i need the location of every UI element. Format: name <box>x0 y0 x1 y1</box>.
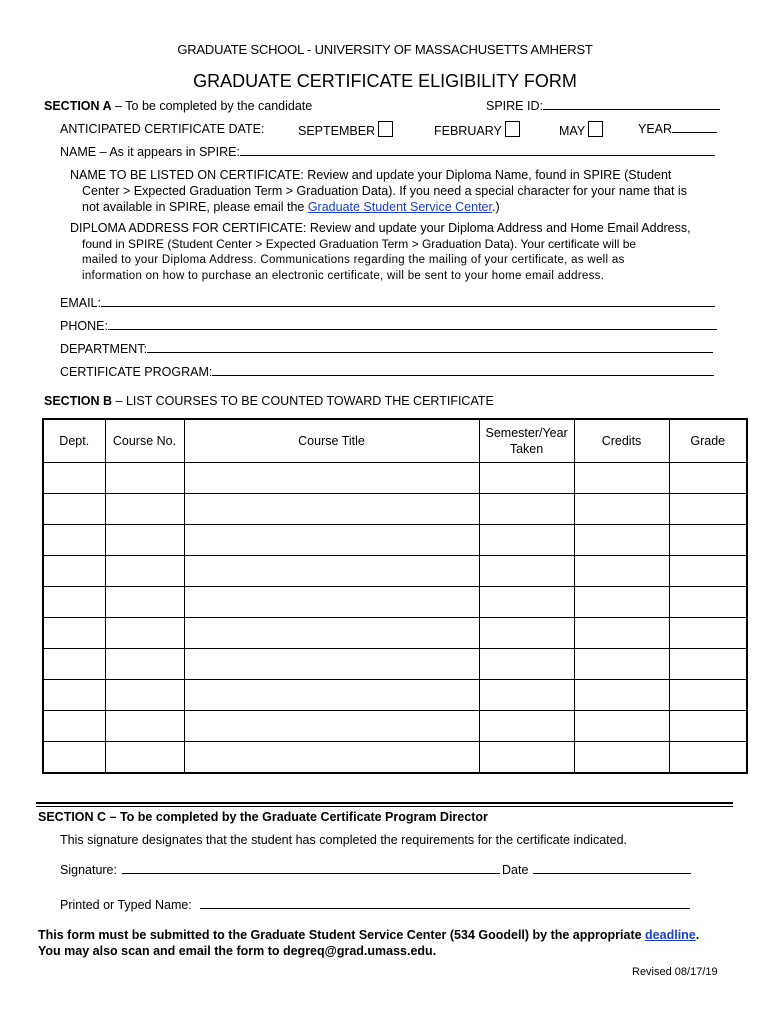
course-cell[interactable] <box>669 649 747 680</box>
col-header-grade: Grade <box>669 419 747 463</box>
course-cell[interactable] <box>479 525 574 556</box>
course-row <box>43 680 747 711</box>
course-cell[interactable] <box>184 711 479 742</box>
printed-name-label: Printed or Typed Name: <box>60 898 192 912</box>
course-cell[interactable] <box>184 618 479 649</box>
email-field[interactable] <box>60 296 715 310</box>
courses-table <box>42 418 748 774</box>
section-b-label: SECTION B <box>44 394 113 408</box>
course-cell[interactable] <box>669 525 747 556</box>
course-cell[interactable] <box>574 587 669 618</box>
course-cell[interactable] <box>669 463 747 494</box>
name-field[interactable] <box>60 145 715 159</box>
addr-para-line: mailed to your Diploma Address. Communications regarding the mailing of your certificate, as well as <box>82 254 625 266</box>
may-option[interactable] <box>559 121 603 138</box>
september-option[interactable] <box>298 121 393 138</box>
revision-date: Revised 08/17/19 <box>632 966 718 978</box>
course-row <box>43 525 747 556</box>
email-line[interactable] <box>101 306 715 307</box>
course-cell[interactable] <box>574 618 669 649</box>
section-b-subtitle: – LIST COURSES TO BE COUNTED TOWARD THE CERTIFICATE <box>112 394 494 408</box>
course-cell[interactable] <box>669 680 747 711</box>
addr-para-line: found in SPIRE (Student Center > Expected Graduation Term > Graduation Data). Your certificate will be <box>82 237 637 251</box>
program-field[interactable] <box>60 365 714 379</box>
section-a-subtitle: – To be completed by the candidate <box>111 99 313 113</box>
section-b-heading <box>44 394 494 408</box>
may-label: MAY <box>559 124 586 138</box>
department-field[interactable] <box>60 342 713 356</box>
courses-header-row <box>43 419 747 463</box>
submission-instructions <box>38 928 699 942</box>
name-para-line: Center > Expected Graduation Term > Graduation Data). If you need a special character for your name that is <box>82 184 687 198</box>
spire-id-line[interactable] <box>543 109 720 110</box>
course-row <box>43 649 747 680</box>
course-cell[interactable] <box>105 525 184 556</box>
course-cell[interactable] <box>479 649 574 680</box>
phone-line[interactable] <box>108 329 717 330</box>
email-label: EMAIL: <box>60 296 101 310</box>
may-checkbox[interactable] <box>588 121 603 137</box>
submit-text-end: . <box>695 928 700 942</box>
year-field[interactable] <box>638 122 717 136</box>
course-cell[interactable] <box>669 556 747 587</box>
deadline-link[interactable]: deadline <box>645 928 696 942</box>
course-cell[interactable] <box>43 742 105 774</box>
date-label: Date <box>502 863 529 877</box>
name-para-text: .) <box>491 200 500 214</box>
course-cell[interactable] <box>479 711 574 742</box>
course-cell[interactable] <box>43 587 105 618</box>
course-cell[interactable] <box>479 556 574 587</box>
course-cell[interactable] <box>43 525 105 556</box>
col-header-semester-year: Semester/Year Taken <box>479 419 574 463</box>
date-field[interactable] <box>502 863 691 877</box>
course-cell[interactable] <box>574 711 669 742</box>
september-checkbox[interactable] <box>378 121 393 137</box>
department-line[interactable] <box>147 352 713 353</box>
col-header-dept: Dept. <box>43 419 105 463</box>
course-cell[interactable] <box>479 587 574 618</box>
gssc-email-link[interactable]: Graduate Student Service Center <box>307 200 492 214</box>
name-on-certificate-paragraph <box>70 167 730 215</box>
section-c-divider-bottom <box>36 806 733 807</box>
school-header: GRADUATE SCHOOL - UNIVERSITY OF MASSACHUSETTS AMHERST <box>177 42 593 57</box>
col-header-credits: Credits <box>574 419 669 463</box>
course-cell[interactable] <box>184 587 479 618</box>
february-checkbox[interactable] <box>505 121 520 137</box>
printed-name-line[interactable] <box>200 908 690 909</box>
printed-name-field[interactable] <box>60 898 690 912</box>
name-para-text: not available in SPIRE, please email the <box>82 200 308 214</box>
course-row <box>43 463 747 494</box>
phone-field[interactable] <box>60 319 717 333</box>
signature-label: Signature: <box>60 863 117 877</box>
course-cell[interactable] <box>574 494 669 525</box>
name-label: NAME – As it appears in SPIRE: <box>60 145 240 159</box>
course-cell[interactable] <box>574 742 669 774</box>
course-cell[interactable] <box>669 494 747 525</box>
course-row <box>43 618 747 649</box>
spire-id-label: SPIRE ID: <box>486 99 543 113</box>
submit-text: This form must be submitted to the Graduate Student Service Center (534 Goodell) by the appropriate <box>38 928 646 942</box>
course-cell[interactable] <box>43 680 105 711</box>
course-cell[interactable] <box>43 711 105 742</box>
course-cell[interactable] <box>105 587 184 618</box>
february-label: FEBRUARY <box>434 124 502 138</box>
course-cell[interactable] <box>105 711 184 742</box>
section-c-title: SECTION C – To be completed by the Graduate Certificate Program Director <box>38 810 488 824</box>
course-row <box>43 556 747 587</box>
program-label: CERTIFICATE PROGRAM: <box>60 365 213 379</box>
anticipated-date-label: ANTICIPATED CERTIFICATE DATE: <box>60 122 265 136</box>
course-row <box>43 587 747 618</box>
course-cell[interactable] <box>184 525 479 556</box>
spire-id-field[interactable] <box>486 99 720 113</box>
name-para-line: NAME TO BE LISTED ON CERTIFICATE: Review and update your Diploma Name, found in SPIRE (Student <box>70 168 672 182</box>
section-a-label: SECTION A <box>44 99 112 113</box>
course-row <box>43 711 747 742</box>
course-cell[interactable] <box>479 618 574 649</box>
september-label: SEPTEMBER <box>298 124 376 138</box>
department-label: DEPARTMENT: <box>60 342 148 356</box>
course-cell[interactable] <box>479 463 574 494</box>
course-cell[interactable] <box>669 618 747 649</box>
diploma-address-paragraph <box>70 220 730 284</box>
course-cell[interactable] <box>574 649 669 680</box>
course-cell[interactable] <box>479 742 574 774</box>
course-cell[interactable] <box>184 556 479 587</box>
course-cell[interactable] <box>43 463 105 494</box>
addr-para-line: information on how to purchase an electronic certificate, will be sent to your home email address. <box>82 270 605 282</box>
course-cell[interactable] <box>43 618 105 649</box>
signature-field[interactable] <box>60 863 500 877</box>
name-para-line <box>70 199 730 215</box>
year-line[interactable] <box>672 132 717 133</box>
course-cell[interactable] <box>105 618 184 649</box>
program-line[interactable] <box>212 375 714 376</box>
course-cell[interactable] <box>574 680 669 711</box>
addr-para-line: DIPLOMA ADDRESS FOR CERTIFICATE: Review and update your Diploma Address and Home Email Address, <box>70 221 691 235</box>
course-cell[interactable] <box>184 463 479 494</box>
february-option[interactable] <box>434 121 520 138</box>
phone-label: PHONE: <box>60 319 108 333</box>
col-header-course-no: Course No. <box>105 419 184 463</box>
course-cell[interactable] <box>105 649 184 680</box>
course-row <box>43 494 747 525</box>
name-line[interactable] <box>240 155 715 156</box>
course-cell[interactable] <box>184 649 479 680</box>
section-a-heading <box>44 99 312 113</box>
course-cell[interactable] <box>574 525 669 556</box>
scan-email-instructions: You may also scan and email the form to degreq@grad.umass.edu. <box>38 944 437 958</box>
course-cell[interactable] <box>184 742 479 774</box>
course-cell[interactable] <box>105 680 184 711</box>
year-label: YEAR <box>638 122 673 136</box>
course-cell[interactable] <box>184 494 479 525</box>
course-cell[interactable] <box>669 711 747 742</box>
course-cell[interactable] <box>184 680 479 711</box>
course-cell[interactable] <box>105 556 184 587</box>
designation-text: This signature designates that the student has completed the requirements for the certificate indicated. <box>60 833 627 847</box>
course-row <box>43 742 747 774</box>
course-cell[interactable] <box>43 649 105 680</box>
signature-line[interactable] <box>122 873 500 874</box>
course-cell[interactable] <box>479 680 574 711</box>
course-cell[interactable] <box>43 556 105 587</box>
col-header-course-title: Course Title <box>184 419 479 463</box>
course-cell[interactable] <box>43 494 105 525</box>
course-cell[interactable] <box>669 742 747 774</box>
course-cell[interactable] <box>105 742 184 774</box>
course-cell[interactable] <box>574 463 669 494</box>
course-cell[interactable] <box>105 494 184 525</box>
section-c-divider-top <box>36 802 733 804</box>
date-line[interactable] <box>533 873 691 874</box>
course-cell[interactable] <box>479 494 574 525</box>
course-cell[interactable] <box>105 463 184 494</box>
course-cell[interactable] <box>574 556 669 587</box>
form-title: GRADUATE CERTIFICATE ELIGIBILITY FORM <box>193 71 577 91</box>
course-cell[interactable] <box>669 587 747 618</box>
